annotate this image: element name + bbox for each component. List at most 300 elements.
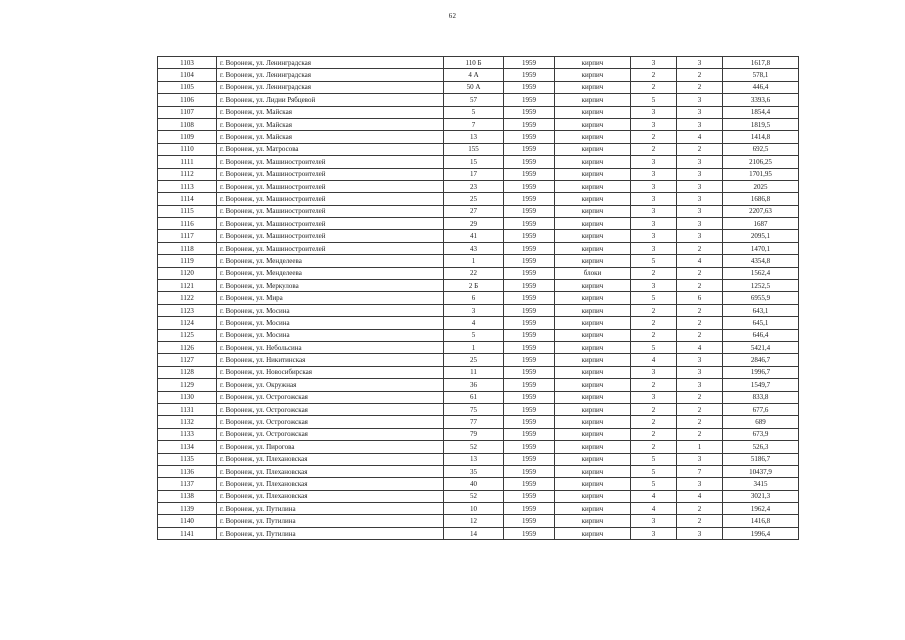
house-number-cell: 11	[444, 366, 504, 378]
entrances-cell: 1	[677, 441, 723, 453]
address-cell: г. Воронеж, ул. Окружная	[217, 379, 444, 391]
floors-cell: 3	[631, 205, 677, 217]
address-cell: г. Воронеж, ул. Менделеева	[217, 255, 444, 267]
entrances-cell: 2	[677, 304, 723, 316]
address-cell: г. Воронеж, ул. Пирогова	[217, 441, 444, 453]
entrances-cell: 3	[677, 527, 723, 539]
material-cell: кирпич	[555, 156, 631, 168]
table-row	[158, 205, 799, 217]
house-number-cell: 7	[444, 118, 504, 130]
area-cell: 645,1	[723, 317, 799, 329]
house-number-cell: 12	[444, 515, 504, 527]
house-number-cell: 4 А	[444, 69, 504, 81]
address-cell: г. Воронеж, ул. Менделеева	[217, 267, 444, 279]
material-cell: кирпич	[555, 317, 631, 329]
floors-cell: 5	[631, 478, 677, 490]
year-cell: 1959	[504, 403, 555, 415]
material-cell: кирпич	[555, 341, 631, 353]
material-cell: кирпич	[555, 131, 631, 143]
entrances-cell: 2	[677, 267, 723, 279]
material-cell: кирпич	[555, 527, 631, 539]
entrances-cell: 6	[677, 292, 723, 304]
floors-cell: 2	[631, 317, 677, 329]
entrances-cell: 3	[677, 354, 723, 366]
address-cell: г. Воронеж, ул. Мосина	[217, 317, 444, 329]
year-cell: 1959	[504, 255, 555, 267]
material-cell: кирпич	[555, 106, 631, 118]
material-cell: кирпич	[555, 478, 631, 490]
floors-cell: 2	[631, 416, 677, 428]
year-cell: 1959	[504, 180, 555, 192]
year-cell: 1959	[504, 465, 555, 477]
year-cell: 1959	[504, 416, 555, 428]
house-number-cell: 40	[444, 478, 504, 490]
row-number-cell: 1129	[158, 379, 217, 391]
table-row	[158, 292, 799, 304]
address-cell: г. Воронеж, ул. Плехановская	[217, 478, 444, 490]
year-cell: 1959	[504, 193, 555, 205]
area-cell: 643,1	[723, 304, 799, 316]
area-cell: 4354,8	[723, 255, 799, 267]
floors-cell: 3	[631, 391, 677, 403]
table-row	[158, 69, 799, 81]
area-cell: 1962,4	[723, 503, 799, 515]
year-cell: 1959	[504, 267, 555, 279]
floors-cell: 5	[631, 465, 677, 477]
address-cell: г. Воронеж, ул. Небольсина	[217, 341, 444, 353]
address-cell: г. Воронеж, ул. Мира	[217, 292, 444, 304]
material-cell: кирпич	[555, 453, 631, 465]
row-number-cell: 1103	[158, 57, 217, 69]
area-cell: 833,8	[723, 391, 799, 403]
table-row	[158, 218, 799, 230]
entrances-cell: 3	[677, 205, 723, 217]
table-row	[158, 118, 799, 130]
floors-cell: 2	[631, 428, 677, 440]
year-cell: 1959	[504, 304, 555, 316]
year-cell: 1959	[504, 366, 555, 378]
table-row	[158, 267, 799, 279]
table-row	[158, 441, 799, 453]
entrances-cell: 3	[677, 106, 723, 118]
material-cell: кирпич	[555, 403, 631, 415]
area-cell: 578,1	[723, 69, 799, 81]
material-cell: кирпич	[555, 379, 631, 391]
floors-cell: 2	[631, 441, 677, 453]
floors-cell: 2	[631, 329, 677, 341]
address-cell: г. Воронеж, ул. Машиностроителей	[217, 168, 444, 180]
material-cell: кирпич	[555, 118, 631, 130]
material-cell: блоки	[555, 267, 631, 279]
address-cell: г. Воронеж, ул. Машиностроителей	[217, 242, 444, 254]
table-row	[158, 131, 799, 143]
floors-cell: 3	[631, 118, 677, 130]
house-number-cell: 79	[444, 428, 504, 440]
floors-cell: 5	[631, 341, 677, 353]
row-number-cell: 1137	[158, 478, 217, 490]
material-cell: кирпич	[555, 242, 631, 254]
table-row	[158, 403, 799, 415]
address-cell: г. Воронеж, ул. Плехановская	[217, 465, 444, 477]
house-number-cell: 15	[444, 156, 504, 168]
material-cell: кирпич	[555, 230, 631, 242]
year-cell: 1959	[504, 131, 555, 143]
material-cell: кирпич	[555, 292, 631, 304]
house-number-cell: 52	[444, 490, 504, 502]
row-number-cell: 1135	[158, 453, 217, 465]
house-number-cell: 77	[444, 416, 504, 428]
area-cell: 1854,4	[723, 106, 799, 118]
year-cell: 1959	[504, 106, 555, 118]
year-cell: 1959	[504, 230, 555, 242]
table-row	[158, 515, 799, 527]
table-row	[158, 230, 799, 242]
address-cell: г. Воронеж, ул. Ленинградская	[217, 57, 444, 69]
address-cell: г. Воронеж, ул. Меркулова	[217, 280, 444, 292]
area-cell: 1562,4	[723, 267, 799, 279]
entrances-cell: 2	[677, 242, 723, 254]
floors-cell: 3	[631, 106, 677, 118]
area-cell: 2095,1	[723, 230, 799, 242]
address-cell: г. Воронеж, ул. Машиностроителей	[217, 156, 444, 168]
year-cell: 1959	[504, 391, 555, 403]
row-number-cell: 1126	[158, 341, 217, 353]
table-row	[158, 168, 799, 180]
floors-cell: 3	[631, 366, 677, 378]
floors-cell: 3	[631, 168, 677, 180]
year-cell: 1959	[504, 317, 555, 329]
address-cell: г. Воронеж, ул. Майская	[217, 118, 444, 130]
material-cell: кирпич	[555, 57, 631, 69]
building-register-table	[157, 56, 799, 540]
material-cell: кирпич	[555, 515, 631, 527]
area-cell: 5186,7	[723, 453, 799, 465]
material-cell: кирпич	[555, 304, 631, 316]
address-cell: г. Воронеж, ул. Машиностроителей	[217, 180, 444, 192]
floors-cell: 4	[631, 490, 677, 502]
house-number-cell: 75	[444, 403, 504, 415]
floors-cell: 2	[631, 131, 677, 143]
table-row	[158, 156, 799, 168]
year-cell: 1959	[504, 143, 555, 155]
year-cell: 1959	[504, 81, 555, 93]
area-cell: 2025	[723, 180, 799, 192]
row-number-cell: 1106	[158, 94, 217, 106]
year-cell: 1959	[504, 156, 555, 168]
year-cell: 1959	[504, 69, 555, 81]
table-row	[158, 453, 799, 465]
row-number-cell: 1123	[158, 304, 217, 316]
year-cell: 1959	[504, 441, 555, 453]
entrances-cell: 3	[677, 156, 723, 168]
table-row	[158, 329, 799, 341]
entrances-cell: 4	[677, 341, 723, 353]
entrances-cell: 4	[677, 490, 723, 502]
area-cell: 2846,7	[723, 354, 799, 366]
material-cell: кирпич	[555, 503, 631, 515]
area-cell: 1996,7	[723, 366, 799, 378]
area-cell: 526,3	[723, 441, 799, 453]
material-cell: кирпич	[555, 180, 631, 192]
entrances-cell: 2	[677, 329, 723, 341]
year-cell: 1959	[504, 453, 555, 465]
house-number-cell: 10	[444, 503, 504, 515]
row-number-cell: 1140	[158, 515, 217, 527]
house-number-cell: 4	[444, 317, 504, 329]
row-number-cell: 1113	[158, 180, 217, 192]
year-cell: 1959	[504, 354, 555, 366]
entrances-cell: 3	[677, 230, 723, 242]
address-cell: г. Воронеж, ул. Машиностроителей	[217, 218, 444, 230]
material-cell: кирпич	[555, 428, 631, 440]
table-row	[158, 180, 799, 192]
row-number-cell: 1114	[158, 193, 217, 205]
area-cell: 10437,9	[723, 465, 799, 477]
row-number-cell: 1136	[158, 465, 217, 477]
house-number-cell: 41	[444, 230, 504, 242]
row-number-cell: 1133	[158, 428, 217, 440]
year-cell: 1959	[504, 490, 555, 502]
house-number-cell: 13	[444, 131, 504, 143]
floors-cell: 2	[631, 304, 677, 316]
area-cell: 646,4	[723, 329, 799, 341]
material-cell: кирпич	[555, 218, 631, 230]
row-number-cell: 1124	[158, 317, 217, 329]
year-cell: 1959	[504, 94, 555, 106]
floors-cell: 3	[631, 180, 677, 192]
floors-cell: 5	[631, 255, 677, 267]
material-cell: кирпич	[555, 193, 631, 205]
address-cell: г. Воронеж, ул. Матросова	[217, 143, 444, 155]
material-cell: кирпич	[555, 255, 631, 267]
entrances-cell: 3	[677, 453, 723, 465]
row-number-cell: 1105	[158, 81, 217, 93]
table-row	[158, 379, 799, 391]
row-number-cell: 1125	[158, 329, 217, 341]
material-cell: кирпич	[555, 280, 631, 292]
floors-cell: 3	[631, 230, 677, 242]
page-number: 62	[448, 12, 457, 20]
house-number-cell: 14	[444, 527, 504, 539]
table-row	[158, 94, 799, 106]
table-row	[158, 478, 799, 490]
year-cell: 1959	[504, 218, 555, 230]
entrances-cell: 2	[677, 280, 723, 292]
house-number-cell: 3	[444, 304, 504, 316]
floors-cell: 5	[631, 292, 677, 304]
entrances-cell: 3	[677, 168, 723, 180]
entrances-cell: 4	[677, 131, 723, 143]
area-cell: 1416,8	[723, 515, 799, 527]
house-number-cell: 25	[444, 193, 504, 205]
table-row	[158, 81, 799, 93]
entrances-cell: 7	[677, 465, 723, 477]
address-cell: г. Воронеж, ул. Мосина	[217, 329, 444, 341]
area-cell: 1470,1	[723, 242, 799, 254]
house-number-cell: 1	[444, 341, 504, 353]
year-cell: 1959	[504, 503, 555, 515]
floors-cell: 3	[631, 156, 677, 168]
floors-cell: 3	[631, 515, 677, 527]
house-number-cell: 2 Б	[444, 280, 504, 292]
row-number-cell: 1130	[158, 391, 217, 403]
floors-cell: 4	[631, 503, 677, 515]
floors-cell: 2	[631, 69, 677, 81]
address-cell: г. Воронеж, ул. Плехановская	[217, 490, 444, 502]
floors-cell: 2	[631, 143, 677, 155]
year-cell: 1959	[504, 478, 555, 490]
house-number-cell: 50 А	[444, 81, 504, 93]
table-row	[158, 354, 799, 366]
entrances-cell: 2	[677, 317, 723, 329]
row-number-cell: 1116	[158, 218, 217, 230]
year-cell: 1959	[504, 57, 555, 69]
address-cell: г. Воронеж, ул. Острогожская	[217, 403, 444, 415]
row-number-cell: 1109	[158, 131, 217, 143]
row-number-cell: 1117	[158, 230, 217, 242]
house-number-cell: 25	[444, 354, 504, 366]
material-cell: кирпич	[555, 168, 631, 180]
floors-cell: 2	[631, 267, 677, 279]
floors-cell: 2	[631, 403, 677, 415]
address-cell: г. Воронеж, ул. Новосибирская	[217, 366, 444, 378]
row-number-cell: 1121	[158, 280, 217, 292]
entrances-cell: 3	[677, 180, 723, 192]
entrances-cell: 3	[677, 193, 723, 205]
area-cell: 3415	[723, 478, 799, 490]
row-number-cell: 1107	[158, 106, 217, 118]
floors-cell: 5	[631, 453, 677, 465]
material-cell: кирпич	[555, 441, 631, 453]
house-number-cell: 29	[444, 218, 504, 230]
table-row	[158, 57, 799, 69]
year-cell: 1959	[504, 515, 555, 527]
floors-cell: 3	[631, 280, 677, 292]
row-number-cell: 1115	[158, 205, 217, 217]
table-row	[158, 143, 799, 155]
row-number-cell: 1134	[158, 441, 217, 453]
table-row	[158, 416, 799, 428]
material-cell: кирпич	[555, 94, 631, 106]
row-number-cell: 1127	[158, 354, 217, 366]
area-cell: 1252,5	[723, 280, 799, 292]
table-row	[158, 391, 799, 403]
house-number-cell: 23	[444, 180, 504, 192]
entrances-cell: 2	[677, 69, 723, 81]
row-number-cell: 1118	[158, 242, 217, 254]
address-cell: г. Воронеж, ул. Путилина	[217, 503, 444, 515]
area-cell: 2207,63	[723, 205, 799, 217]
entrances-cell: 2	[677, 416, 723, 428]
house-number-cell: 5	[444, 329, 504, 341]
area-cell: 3393,6	[723, 94, 799, 106]
address-cell: г. Воронеж, ул. Острогожская	[217, 391, 444, 403]
area-cell: 1414,8	[723, 131, 799, 143]
table-row	[158, 193, 799, 205]
year-cell: 1959	[504, 280, 555, 292]
address-cell: г. Воронеж, ул. Мосина	[217, 304, 444, 316]
area-cell: 6955,9	[723, 292, 799, 304]
house-number-cell: 36	[444, 379, 504, 391]
row-number-cell: 1131	[158, 403, 217, 415]
year-cell: 1959	[504, 329, 555, 341]
entrances-cell: 2	[677, 81, 723, 93]
table-row	[158, 304, 799, 316]
area-cell: 1549,7	[723, 379, 799, 391]
material-cell: кирпич	[555, 329, 631, 341]
year-cell: 1959	[504, 428, 555, 440]
house-number-cell: 155	[444, 143, 504, 155]
address-cell: г. Воронеж, ул. Ленинградская	[217, 69, 444, 81]
year-cell: 1959	[504, 292, 555, 304]
floors-cell: 3	[631, 57, 677, 69]
table-row	[158, 527, 799, 539]
table-row	[158, 317, 799, 329]
area-cell: 1617,8	[723, 57, 799, 69]
address-cell: г. Воронеж, ул. Майская	[217, 131, 444, 143]
floors-cell: 3	[631, 527, 677, 539]
entrances-cell: 3	[677, 379, 723, 391]
material-cell: кирпич	[555, 143, 631, 155]
address-cell: г. Воронеж, ул. Острогожская	[217, 428, 444, 440]
house-number-cell: 110 Б	[444, 57, 504, 69]
area-cell: 1701,95	[723, 168, 799, 180]
area-cell: 689	[723, 416, 799, 428]
floors-cell: 3	[631, 218, 677, 230]
floors-cell: 3	[631, 242, 677, 254]
material-cell: кирпич	[555, 205, 631, 217]
entrances-cell: 2	[677, 428, 723, 440]
house-number-cell: 6	[444, 292, 504, 304]
table-row	[158, 503, 799, 515]
row-number-cell: 1141	[158, 527, 217, 539]
material-cell: кирпич	[555, 354, 631, 366]
house-number-cell: 43	[444, 242, 504, 254]
table-row	[158, 341, 799, 353]
entrances-cell: 3	[677, 218, 723, 230]
row-number-cell: 1108	[158, 118, 217, 130]
material-cell: кирпич	[555, 416, 631, 428]
row-number-cell: 1110	[158, 143, 217, 155]
address-cell: г. Воронеж, ул. Путилина	[217, 527, 444, 539]
year-cell: 1959	[504, 379, 555, 391]
entrances-cell: 2	[677, 391, 723, 403]
entrances-cell: 2	[677, 515, 723, 527]
year-cell: 1959	[504, 242, 555, 254]
row-number-cell: 1138	[158, 490, 217, 502]
row-number-cell: 1122	[158, 292, 217, 304]
floors-cell: 3	[631, 193, 677, 205]
area-cell: 2106,25	[723, 156, 799, 168]
floors-cell: 5	[631, 94, 677, 106]
year-cell: 1959	[504, 168, 555, 180]
material-cell: кирпич	[555, 391, 631, 403]
house-number-cell: 27	[444, 205, 504, 217]
entrances-cell: 3	[677, 478, 723, 490]
table-row	[158, 465, 799, 477]
entrances-cell: 2	[677, 143, 723, 155]
house-number-cell: 35	[444, 465, 504, 477]
row-number-cell: 1128	[158, 366, 217, 378]
address-cell: г. Воронеж, ул. Машиностроителей	[217, 230, 444, 242]
floors-cell: 2	[631, 81, 677, 93]
year-cell: 1959	[504, 205, 555, 217]
area-cell: 1996,4	[723, 527, 799, 539]
entrances-cell: 3	[677, 366, 723, 378]
house-number-cell: 5	[444, 106, 504, 118]
table-row	[158, 242, 799, 254]
entrances-cell: 2	[677, 503, 723, 515]
